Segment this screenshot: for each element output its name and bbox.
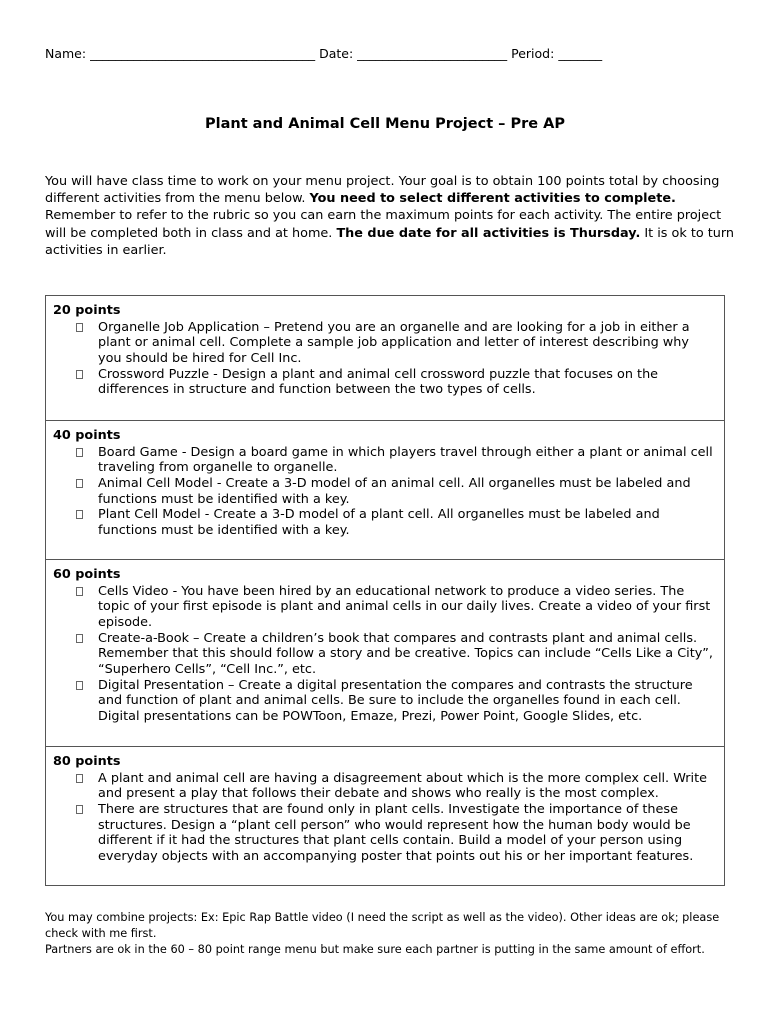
activity-item [53,367,716,398]
tier-heading: 40 points [53,428,121,443]
activity-item [53,445,716,476]
intro-paragraph [45,173,735,259]
tier-heading: 60 points [53,567,121,582]
tier-heading: 20 points [53,303,121,318]
activity-menu-table [45,295,725,886]
activity-text: Create-a-Book – Create a children’s book that compares and contrasts plant and animal cells. Remember that this should follow a story and be creative. Topics can include “Cells Like a City”, “Superhero Cells”, “Cell Inc.”, etc. [98,630,713,678]
activity-item [53,802,716,865]
name-label: Name: [45,46,87,61]
activity-item [53,631,716,678]
activity-text: There are structures that are found only in plant cells. Investigate the importance of these structures. Design a “plant cell person” who would represent how the human body would be different if it had the structures that plant cells contain. Build a model of your person using everyday objects with an accompanying poster that points out his or her important features. [98,801,694,865]
tier-60-points [46,559,724,746]
footer-note-combine: You may combine projects: Ex: Epic Rap Battle video (I need the script as well as the video). Other ideas are ok; please check with me first. [45,911,720,940]
intro-bold-1: You need to select different activities to complete. [309,191,676,207]
tier-80-points [46,746,724,885]
footer-notes [45,910,735,958]
checkbox-icon[interactable] [76,681,83,690]
checkbox-icon[interactable] [76,805,83,814]
document-title: Plant and Animal Cell Menu Project – Pre AP [205,116,565,132]
checkbox-icon[interactable] [76,510,83,519]
checkbox-icon[interactable] [76,479,83,488]
student-info-line [45,46,725,61]
date-blank: ________________________ [357,46,508,61]
date-label: Date: [319,46,354,61]
activity-item [53,507,716,538]
activity-item [53,771,716,802]
checkbox-icon[interactable] [76,587,83,596]
activity-item [53,476,716,507]
activity-text: Plant Cell Model - Create a 3-D model of a plant cell. All organelles must be labeled and functions must be identified with a key. [98,507,660,539]
checkbox-icon[interactable] [76,323,83,332]
activity-text: Cells Video - You have been hired by an educational network to produce a video series. The topic of your first episode is plant and animal cells in our daily lives. Create a video of your first episode. [98,583,711,630]
activity-text: A plant and animal cell are having a disagreement about which is the more complex cell. Write and present a play that follows their debate and shows who really is the most complex. [98,770,707,802]
intro-text-3: It is ok to turn activities in earlier. [45,225,735,258]
activity-text: Animal Cell Model - Create a 3-D model of an animal cell. All organelles must be labeled and functions must be identified with a key. [98,475,691,507]
activity-text: Digital Presentation – Create a digital presentation the compares and contrasts the structure and function of plant and animal cells. Be sure to include the organelles found in each cell. Digital presentations can be POWToon, Emaze, Prezi, Power Point, Google Slides, etc. [98,677,693,725]
tier-40-points [46,420,724,559]
footer-note-partners: Partners are ok in the 60 – 80 point range menu but make sure each partner is putting in the same amount of effort. [45,943,705,956]
checkbox-icon[interactable] [76,634,83,643]
intro-text-2: Remember to refer to the rubric so you can earn the maximum points for each activity. The entire project will be completed both in class and at home. [45,208,722,241]
activity-item [53,320,716,367]
activity-text: Organelle Job Application – Pretend you are an organelle and are looking for a job in either a plant or animal cell. Complete a sample job application and letter of interest describing why you should be hired for Cell Inc. [98,319,690,366]
activity-text: Board Game - Design a board game in which players travel through either a plant or animal cell traveling from organelle to organelle. [98,444,713,476]
intro-text-1: You will have class time to work on your menu project. Your goal is to obtain 100 points total by choosing different activities from the menu below. [45,174,720,207]
activity-item [53,678,716,725]
tier-heading: 80 points [53,754,121,769]
period-label: Period: [511,46,555,61]
period-blank: _______ [558,46,603,61]
checkbox-icon[interactable] [76,370,83,379]
checkbox-icon[interactable] [76,774,83,783]
intro-bold-2: The due date for all activities is Thursday. [336,225,641,241]
name-blank: ____________________________________ [90,46,316,61]
checkbox-icon[interactable] [76,448,83,457]
activity-item [53,584,716,631]
activity-text: Crossword Puzzle - Design a plant and animal cell crossword puzzle that focuses on the differences in structure and function between the two types of cells. [98,366,659,398]
tier-20-points [46,296,724,420]
